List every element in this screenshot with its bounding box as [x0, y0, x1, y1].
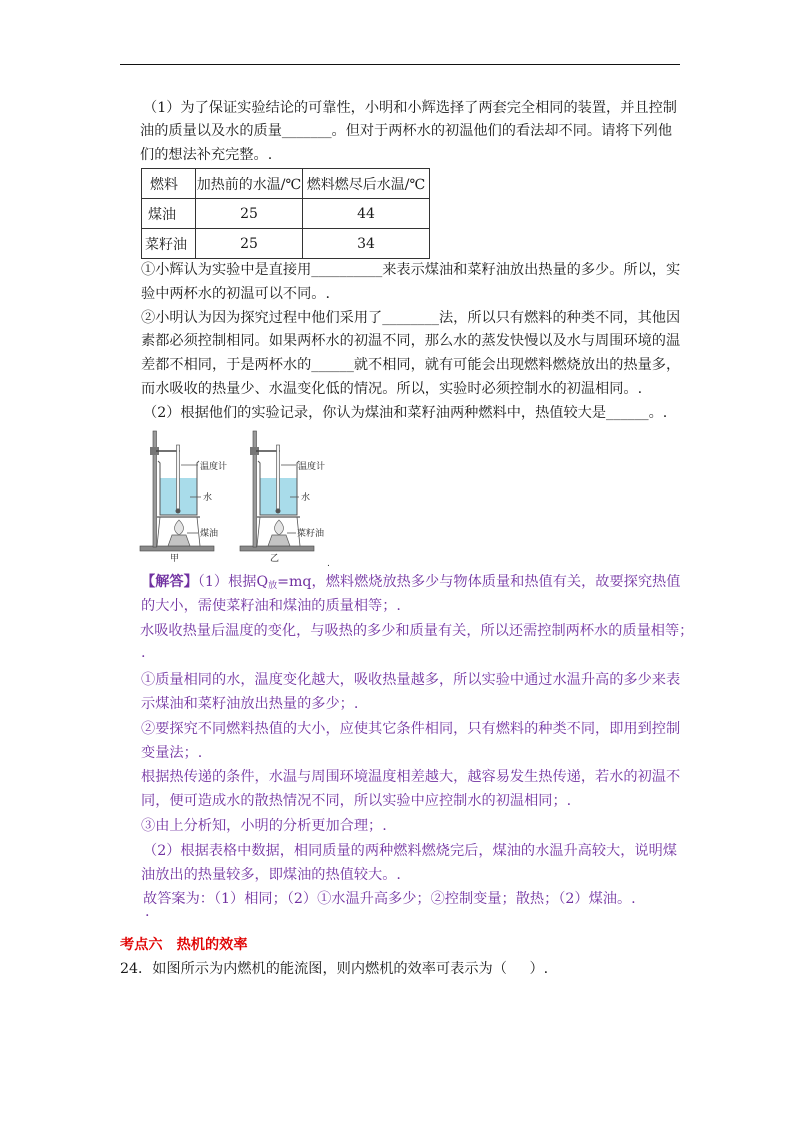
question-body-line: 素都必须控制相同。如果两杯水的初温不同，那么水的蒸发快慢以及水与周围环境的温 [141, 333, 681, 349]
table-cell: 25 [196, 199, 303, 229]
stand-base [140, 546, 214, 551]
apparatus-b [240, 431, 325, 564]
section-heading [120, 935, 248, 955]
answer-text: =mq，燃料燃烧放热多少与物体质量和热值有关，故要探究热值 [277, 574, 681, 590]
thermometer-label: 温度计 [200, 462, 228, 472]
question-body-line: （2）根据他们的实验记录，你认为煤油和菜籽油两种燃料中，热值较大是______。. [143, 405, 668, 421]
question-body-line: 验中两杯水的初温可以不同。. [141, 286, 330, 302]
water-label: 水 [203, 493, 213, 503]
table-row [142, 229, 430, 259]
table-cell: 44 [303, 199, 430, 229]
water-label: 水 [301, 493, 311, 503]
question-body-line: 而水吸收的热量少、水温变化低的情况。所以，实验时必须控制水的初温相同。. [141, 381, 643, 397]
question-intro-line: 油的质量以及水的质量_______。但对于两杯水的初温他们的看法却不同。请将下列他 [140, 123, 673, 139]
table-header-cell: 燃料燃尽后水温/℃ [303, 169, 430, 199]
subscript: 放 [268, 581, 278, 591]
tripod-leg [157, 517, 160, 546]
fuel-label: 煤油 [200, 529, 219, 539]
table-cell: 煤油 [142, 199, 196, 229]
answer-line: 油放出的热量较多，即煤油的热值较大。. [141, 867, 401, 883]
thermometer-bulb [176, 509, 181, 514]
answer-line: 故答案为：（1）相同；（2）①水温升高多少；②控制变量；散热；（2）煤油。. [143, 891, 636, 907]
temperature-table [141, 168, 430, 259]
question-intro-line: （1）为了保证实验结论的可靠性，小明和小辉选择了两套完全相同的装置，并且控制 [143, 100, 677, 116]
table-header-row [142, 169, 430, 199]
fuel-burner [268, 535, 290, 546]
table-header-cell: 燃料 [142, 169, 196, 199]
answer-line: ③由上分析知，小明的分析更加合理；. [141, 818, 387, 834]
apparatus-a [140, 431, 227, 564]
answer-line: ①质量相同的水，温度变化越大，吸收热量越多，所以实验中通过水温升高的多少来表 [141, 672, 681, 688]
question-body-line: ①小辉认为实验中是直接用__________来表示煤油和菜籽油放出热量的多少。所以，实 [141, 262, 681, 278]
table-header-cell: 加热前的水温/℃ [196, 169, 303, 199]
thermometer-label: 温度计 [298, 462, 326, 472]
thermometer-bulb [276, 509, 281, 514]
answer-line: 的大小，需使菜籽油和煤油的质量相等；. [141, 598, 401, 614]
thermometer [277, 445, 280, 509]
flame [175, 520, 184, 535]
flame [275, 520, 284, 535]
answer-first-line [141, 572, 680, 592]
tripod-leg [257, 517, 260, 546]
table-cell: 34 [303, 229, 430, 259]
answer-line: . [145, 904, 150, 920]
answer-line: 同，便可造成水的散热情况不同，所以实验中应控制水的初温相同；. [141, 793, 572, 809]
table-cell: 菜籽油 [142, 229, 196, 259]
table-row [142, 199, 430, 229]
section-title: 热机的效率 [176, 937, 248, 953]
answer-line: . [141, 645, 146, 661]
table-cell: 25 [196, 229, 303, 259]
answer-line: 水吸收热量后温度的变化，与吸热的多少和质量有关，所以还需控制两杯水的质量相等； [140, 623, 694, 639]
header-rule [120, 64, 680, 65]
question-body-line: 差都不相同，于是两杯水的______就不相同，就有可能会出现燃料燃烧放出的热量多， [141, 357, 681, 373]
fuel-label: 菜籽油 [297, 529, 325, 539]
figure-caption: 乙 [270, 554, 280, 564]
figure-caption: 甲 [170, 554, 180, 564]
stand-base [240, 546, 314, 551]
trailing-mark: . [327, 559, 330, 569]
answer-line: （2）根据表格中数据，相同质量的两种燃料燃烧完后，煤油的水温升高较大，说明煤 [143, 843, 677, 859]
answer-line: 示煤油和菜籽油放出热量的多少；. [141, 696, 359, 712]
question-body-line: ②小明认为因为探究过程中他们采用了________法，所以只有燃料的种类不同，其他因 [141, 310, 681, 326]
answer-line: 根据热传递的条件，水温与周围环境温度相差越大，越容易发生热传递，若水的初温不 [141, 769, 681, 785]
fuel-burner [168, 535, 190, 546]
answer-line: ②要探究不同燃料热值的大小，应使其它条件相同，只有燃料的种类不同，即用到控制 [141, 721, 681, 737]
question-24: 24．如图所示为内燃机的能流图，则内燃机的效率可表示为（ ）. [120, 961, 549, 977]
answer-label: 【解答】 [141, 574, 198, 590]
answer-text: （1）根据Q [197, 574, 269, 590]
thermometer [177, 445, 180, 509]
experiment-figure [130, 425, 350, 575]
section-code: 考点六 [120, 937, 163, 953]
question-intro-line: 们的想法补充完整。. [140, 147, 273, 163]
answer-line: 变量法；. [141, 745, 203, 761]
